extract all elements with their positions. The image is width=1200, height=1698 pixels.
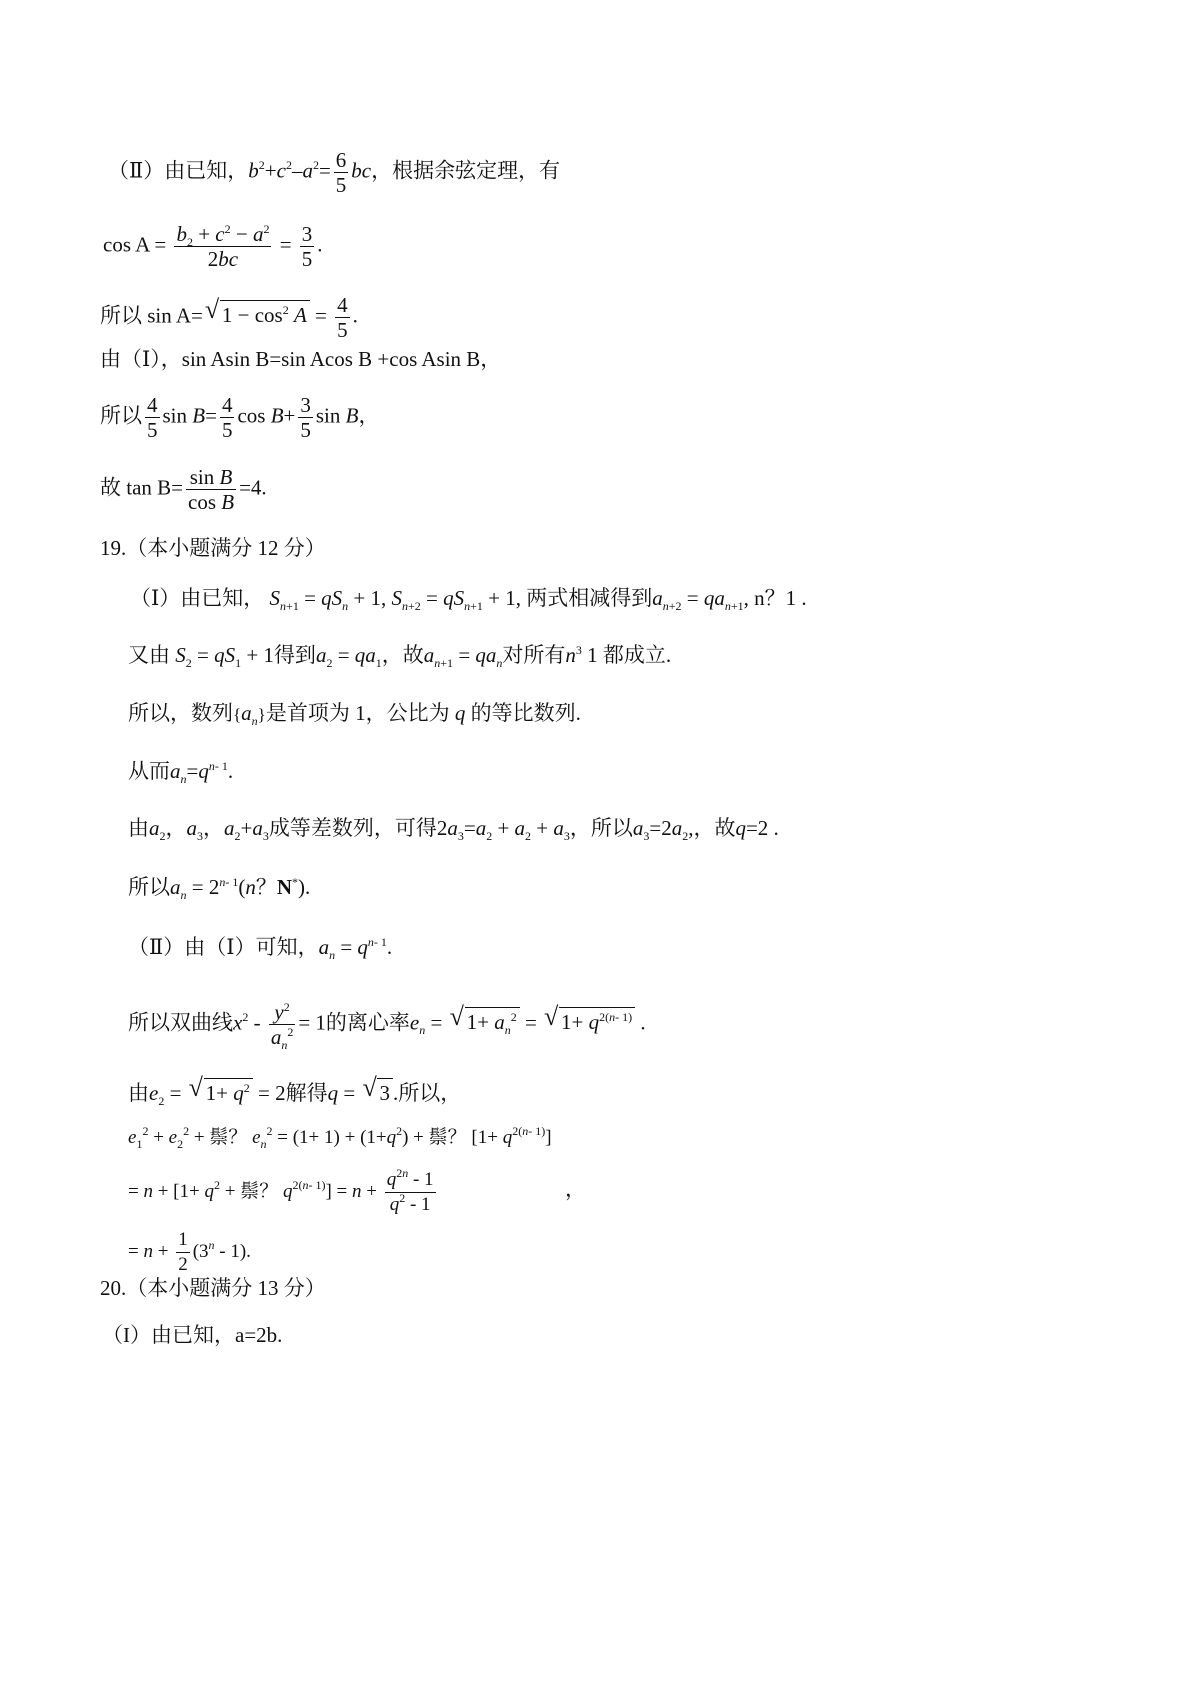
cos-a-fraction: $\frac{b_2 + c^2 - a^2}{2bc}$	[176, 222, 270, 271]
line-from-part1: 由（Ⅰ），sin Asin B=sin Acos B +cos Asin B，	[100, 347, 502, 371]
q19-comma: ，	[565, 1177, 586, 1201]
q20-line-1: （I）由已知，a=2b.	[102, 1323, 283, 1347]
q19-line-10: $e_1^2 + e_2^2$ + 鬃？ $e_n^2 = (1+ 1) + (1+q^2)$ + 鬃？ $[1+ q^{2(n- 1)}]$	[128, 1124, 552, 1151]
q19-line-4: 从而$a_n=q^{n- 1}$.	[128, 759, 234, 786]
fraction-3-5: $\frac{3}{5}$	[301, 222, 313, 271]
q19-line-5: 由$a_2$，$a_3$，$a_2+a_3$成等差数列，可得$2a_3=a_2 + a_2 + a_3$，所以$a_3=2a_2$,，故q=2 .	[128, 816, 779, 843]
fraction-4-5: $\frac{4}{5}$	[337, 293, 348, 342]
line-part2-intro: （Ⅱ）由已知，$b^2+c^2-a^2=$ $\frac{6}{5}$ bc，根据余弦定理，有	[108, 148, 561, 197]
line-sin-a: 所以 sin A=√ $1 - \cos^2 A$ = $\frac{4}{5}$ .	[100, 293, 358, 342]
fraction-6-5: $\frac{6}{5}$	[335, 148, 347, 197]
tan-fraction: $\frac{\text{sin B}}{\text{cos B}}$	[188, 465, 235, 514]
q19-line-7: （Ⅱ）由（Ⅰ）可知，$a_n = q^{n- 1}$.	[128, 935, 393, 962]
line-tan-b: 故 tan B= $\frac{\text{sin B}}{\text{cos B}}$ =4.	[100, 465, 267, 514]
q19-line-12: = n + $\frac{1}{2}$ (3$^n$ - 1).	[128, 1229, 251, 1275]
q19-line-1: （Ⅰ）由已知， $S_{n+1} = qS_n + 1$, $S_{n+2} = qS_{n+1} + 1$, 两式相减得到$a_{n+2} = qa_{n+1}$, n？1 .	[130, 586, 807, 613]
q20-heading: 20.（本小题满分 13 分）	[100, 1276, 326, 1300]
line-sin-b-equation: 所以 $\frac{4}{5}$ sin B= $\frac{4}{5}$ cos B+ $\frac{3}{5}$ sin B，	[100, 393, 380, 442]
hyperbola-fraction: $\frac{y^2}{a_n^2}$	[270, 1000, 294, 1052]
q19-line-3: 所以，数列$\{a_n\}$是首项为 1，公比为 q 的等比数列.	[128, 701, 581, 728]
q19-line-9: 由$e_2$ = √ $1+ q^2 = 2$解得q = √ 3 .所以，	[128, 1078, 461, 1106]
q19-heading: 19.（本小题满分 12 分）	[100, 536, 326, 560]
q19-line-6: 所以$a_n = 2^{n- 1}(n$？N*).	[128, 875, 311, 902]
q19-line-11: = $n + [1+ q^2$ + 鬃？ $q^{2(n- 1)}] = n$ + $\frac{q^{2n} - 1}{q^2 - 1}$	[128, 1166, 434, 1215]
line-cos-a: cos A = $\frac{b_2 + c^2 - a^2}{2bc}$ = $\frac{3}{5}$ .	[103, 222, 323, 271]
q19-line-8: 所以双曲线$x^2$ - $\frac{y^2}{a_n^2}$ = 1的离心率$e_n$ = √ $1+ a_n^2$ = √ $1+ q^{2(n- 1)}$ .	[128, 1000, 646, 1049]
sqrt-symbol: √ $1 - \cos^2 A$	[205, 300, 310, 328]
q19-line-2: 又由 $S_2 = qS_1 + 1$得到$a_2 = qa_1$，故$a_{n+1} = qa_n$对所有$n^3$ 1 都成立.	[128, 643, 672, 670]
